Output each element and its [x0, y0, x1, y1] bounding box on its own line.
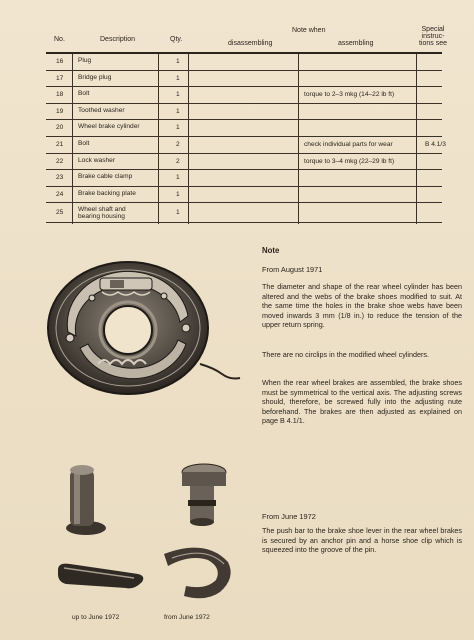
note-paragraph: There are no circlips in the modified wheel cylinders. [262, 350, 429, 359]
cell-qty: 1 [176, 91, 180, 99]
cell-qty: 1 [176, 190, 180, 198]
cell-qty: 2 [176, 157, 180, 165]
table-row [46, 187, 442, 204]
cell-description: Wheel brake cylinder [78, 123, 140, 131]
caption-right: from June 1972 [164, 614, 210, 621]
cell-assembling: torque to 3–4 mkg (22–29 lb ft) [304, 157, 395, 165]
column-divider [298, 54, 299, 224]
cell-no: 18 [56, 91, 64, 99]
cell-no: 21 [56, 140, 64, 148]
section-title: From August 1971 [262, 265, 323, 274]
cell-no: 19 [56, 107, 64, 115]
brake-assembly-illustration [40, 256, 250, 406]
cell-description: Bridge plug [78, 73, 112, 81]
cell-no: 25 [56, 209, 64, 217]
column-divider [188, 54, 189, 224]
note-paragraph: When the rear wheel brakes are assembled, the brake shoes must be symmetrical to the vertical axis. The adjusting screws should, therefore, be screwed fully into the adjusting nute beforehand. The brakes are then adjusted as explained on page B 4.1/1. [262, 378, 462, 426]
header-assembling: assembling [338, 40, 374, 47]
note-paragraph: The push bar to the brake shoe lever in the rear wheel brakes is secured by an anchor pin and a horse shoe clip which is squeezed into the groove of the pin. [262, 526, 462, 555]
table-row [46, 71, 442, 88]
table-row [46, 54, 442, 71]
cell-description: Brake cable clamp [78, 173, 133, 181]
column-divider [416, 54, 417, 224]
cell-qty: 1 [176, 174, 180, 182]
table-row [46, 87, 442, 104]
cell-qty: 2 [176, 140, 180, 148]
caption-left: up to June 1972 [72, 614, 120, 621]
note-heading: Note [262, 246, 280, 255]
table-header [46, 24, 448, 52]
note-paragraph: The diameter and shape of the rear wheel cylinder has been altered and the webs of the brake shoes modified to suit. At the same time the holes in the brake shoe webs have been moved inwards 3 mm (1/8 in.) to reduce the tension of the upper return spring. [262, 282, 462, 330]
table-row [46, 170, 442, 187]
header-qty: Qty. [170, 36, 183, 43]
column-divider [72, 54, 73, 224]
header-note-when: Note when [292, 27, 326, 34]
header-no: No. [54, 36, 65, 43]
cell-description: Wheel shaft and bearing housing [78, 206, 126, 221]
cell-no: 16 [56, 58, 64, 65]
cell-description: Toothed washer [78, 106, 125, 114]
cell-description: Bolt [78, 90, 90, 98]
cell-assembling: check individual parts for wear [304, 140, 393, 148]
cell-no: 23 [56, 174, 64, 182]
header-disassembling: disassembling [228, 40, 273, 47]
cell-description: Lock washer [78, 156, 116, 164]
table-row [46, 203, 442, 223]
cell-special: B 4.1/3 [425, 140, 446, 148]
parts-table [46, 24, 448, 221]
header-special: Special instruc- tions see [418, 26, 448, 47]
cell-qty: 1 [176, 107, 180, 115]
cell-no: 20 [56, 124, 64, 132]
table-row [46, 120, 442, 137]
cell-qty: 1 [176, 74, 180, 82]
cell-description: Brake backing plate [78, 189, 136, 197]
table-row [46, 104, 442, 121]
table-row [46, 137, 446, 154]
cell-qty: 1 [176, 58, 180, 65]
cell-qty: 1 [176, 124, 180, 132]
table-body [46, 54, 446, 223]
column-divider [158, 54, 159, 224]
cell-no: 17 [56, 74, 64, 82]
cell-assembling: torque to 2–3 mkg (14–22 lb ft) [304, 91, 395, 99]
cell-description: Bolt [78, 139, 90, 147]
header-description: Description [100, 36, 136, 43]
anchor-pin-and-clip-illustration [56, 458, 236, 613]
cell-qty: 1 [176, 209, 180, 217]
table-row [46, 154, 442, 171]
cell-no: 22 [56, 157, 64, 165]
section-title: From June 1972 [262, 512, 316, 521]
cell-no: 24 [56, 190, 64, 198]
cell-description: Plug [78, 57, 92, 64]
